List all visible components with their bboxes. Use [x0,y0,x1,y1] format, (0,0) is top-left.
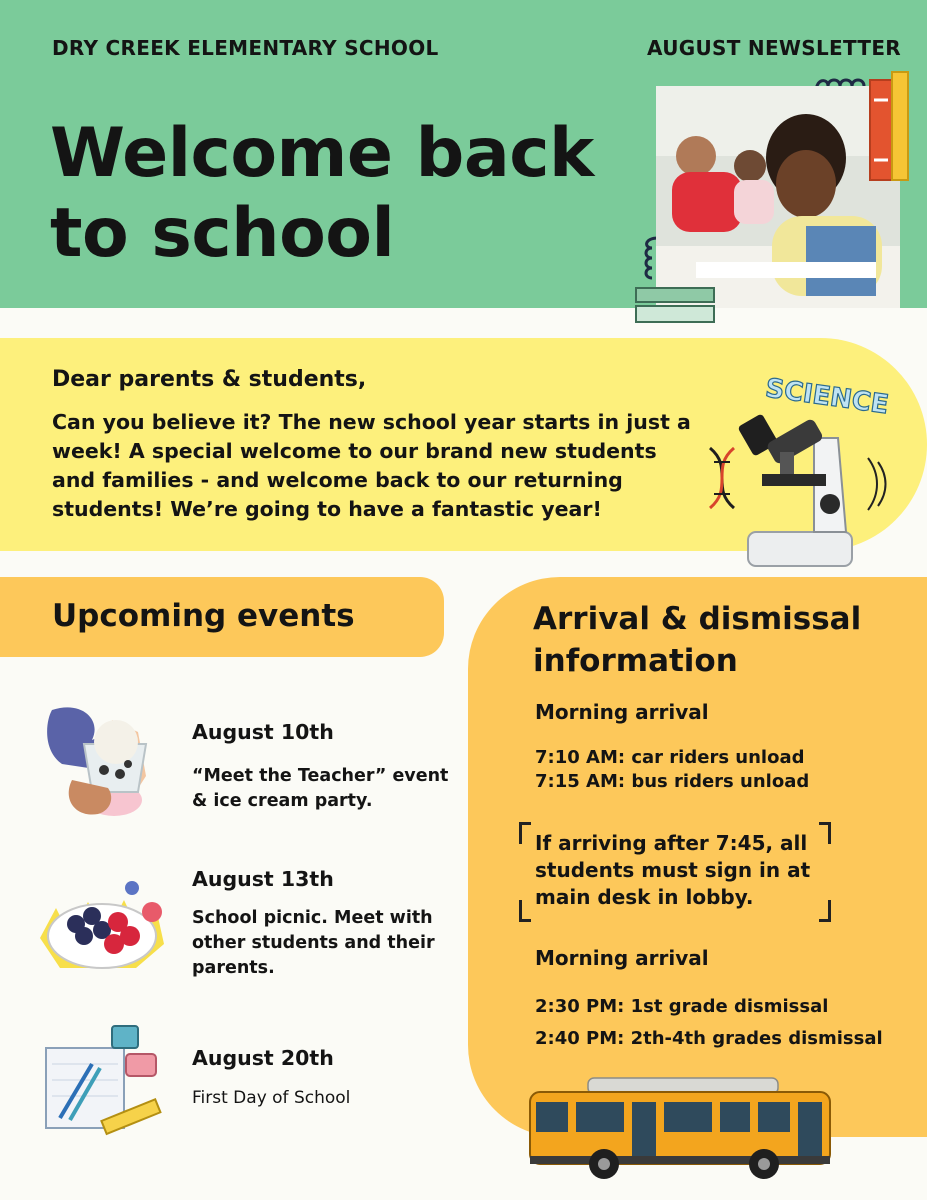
school-supplies-icon [42,1024,166,1136]
morning-arrival-heading: Morning arrival [535,700,709,724]
event-date: August 20th [192,1046,334,1070]
events-title: Upcoming events [52,598,355,634]
intro-greeting: Dear parents & students, [52,367,367,392]
event-description: First Day of School [192,1088,351,1108]
books-icon [634,286,718,326]
late-arrival-notice: If arriving after 7:45, all students must sign in at main desk in lobby. [535,831,811,909]
event-date: August 10th [192,720,334,744]
notice-bracket [519,900,531,922]
students-writing-photo [656,86,900,308]
schedule-line: 7:15 AM: bus riders unload [535,771,810,792]
intro-body: Can you believe it? The new school year starts in just a week! A special welcome to our brand new students and families - and welcome back to our returning students! We’re going to have a fantastic year! [52,410,691,521]
arrival-title: Arrival & dismissal information [533,601,862,679]
microscope-icon [734,408,864,572]
school-name: DRY CREEK ELEMENTARY SCHOOL [52,36,439,60]
motion-lines-icon [862,454,892,514]
science-label: SCIENCE [763,373,890,421]
books-stack-icon [866,70,912,182]
newsletter-issue: AUGUST NEWSLETTER [647,36,901,60]
school-bus-icon [528,1076,836,1180]
schedule-line: 2:40 PM: 2th-4th grades dismissal [535,1028,883,1049]
fruit-bowl-icon [36,878,168,972]
afternoon-heading: Morning arrival [535,946,709,970]
event-description: “Meet the Teacher” event & ice cream party. [192,766,449,811]
page-title: Welcome back to school [50,114,594,273]
schedule-line: 7:10 AM: car riders unload [535,747,805,768]
event-description: School picnic. Meet with other students and their parents. [192,908,435,978]
event-date: August 13th [192,867,334,891]
ice-cream-icon [42,700,158,824]
schedule-line: 2:30 PM: 1st grade dismissal [535,996,829,1017]
notice-bracket [519,822,531,844]
